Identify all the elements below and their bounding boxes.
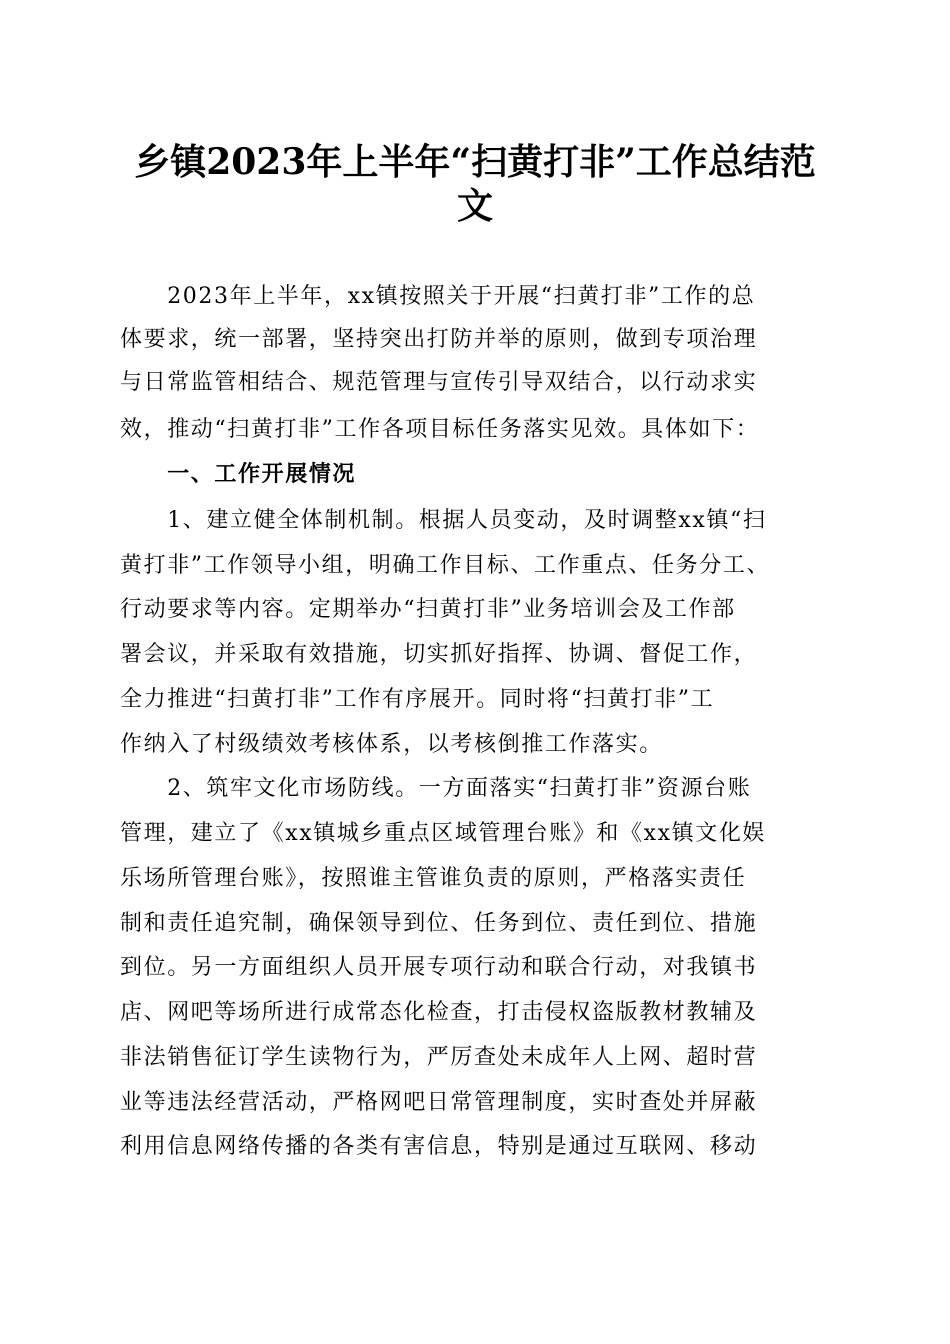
section-heading: 一、工作开展情况 — [120, 462, 357, 487]
document-title-line-1: 乡镇2023年上半年“扫黄打非”工作总结范 — [134, 141, 816, 183]
paragraph-line: 与日常监管相结合、规范管理与宣传引导双结合，以行动求实 — [120, 370, 758, 395]
paragraph-line: 非法销售征订学生读物行为，严厉查处未成年人上网、超时营 — [120, 1045, 758, 1070]
paragraph-line: 体要求，统一部署，坚持突出打防并举的原则，做到专项治理 — [120, 327, 758, 352]
paragraph-line: 乐场所管理台账》，按照谁主管谁负责的原则，严格落实责任 — [120, 866, 747, 891]
paragraph-line: 全力推进“扫黄打非”工作有序展开。同时将“扫黄打非”工 — [120, 687, 715, 712]
paragraph-line: 黄打非”工作领导小组，明确工作目标、工作重点、任务分工、 — [120, 553, 771, 578]
paragraph-line: 效，推动“扫黄打非”工作各项目标任务落实见效。具体如下： — [120, 417, 760, 442]
paragraph-line: 店、网吧等场所进行成常态化检查，打击侵权盗版教材教辅及 — [120, 1000, 758, 1025]
paragraph-line: 署会议，并采取有效措施，切实抓好指挥、协调、督促工作， — [120, 642, 758, 667]
paragraph-line: 作纳入了村级绩效考核体系，以考核倒推工作落实。 — [120, 732, 663, 757]
paragraph-line: 到位。另一方面组织人员开展专项行动和联合行动，对我镇书 — [120, 955, 758, 980]
paragraph-line: 业等违法经营活动，严格网吧日常管理制度，实时查处并屏蔽 — [120, 1090, 758, 1115]
paragraph-line: 2、筑牢文化市场防线。一方面落实“扫黄打非”资源台账 — [120, 776, 752, 801]
paragraph-line: 制和责任追究制，确保领导到位、任务到位、责任到位、措施 — [120, 911, 758, 936]
paragraph-line: 利用信息网络传播的各类有害信息，特别是通过互联网、移动 — [120, 1134, 758, 1159]
paragraph-line: 管理，建立了《xx镇城乡重点区域管理台账》和《xx镇文化娱 — [120, 821, 767, 846]
paragraph-line: 2023年上半年，xx镇按照关于开展“扫黄打非”工作的总 — [120, 284, 756, 309]
paragraph-line: 1、建立健全体制机制。根据人员变动，及时调整xx镇“扫 — [120, 508, 767, 533]
paragraph-line: 行动要求等内容。定期举办“扫黄打非”业务培训会及工作部 — [120, 597, 736, 622]
document-title-line-2: 文 — [456, 185, 493, 227]
